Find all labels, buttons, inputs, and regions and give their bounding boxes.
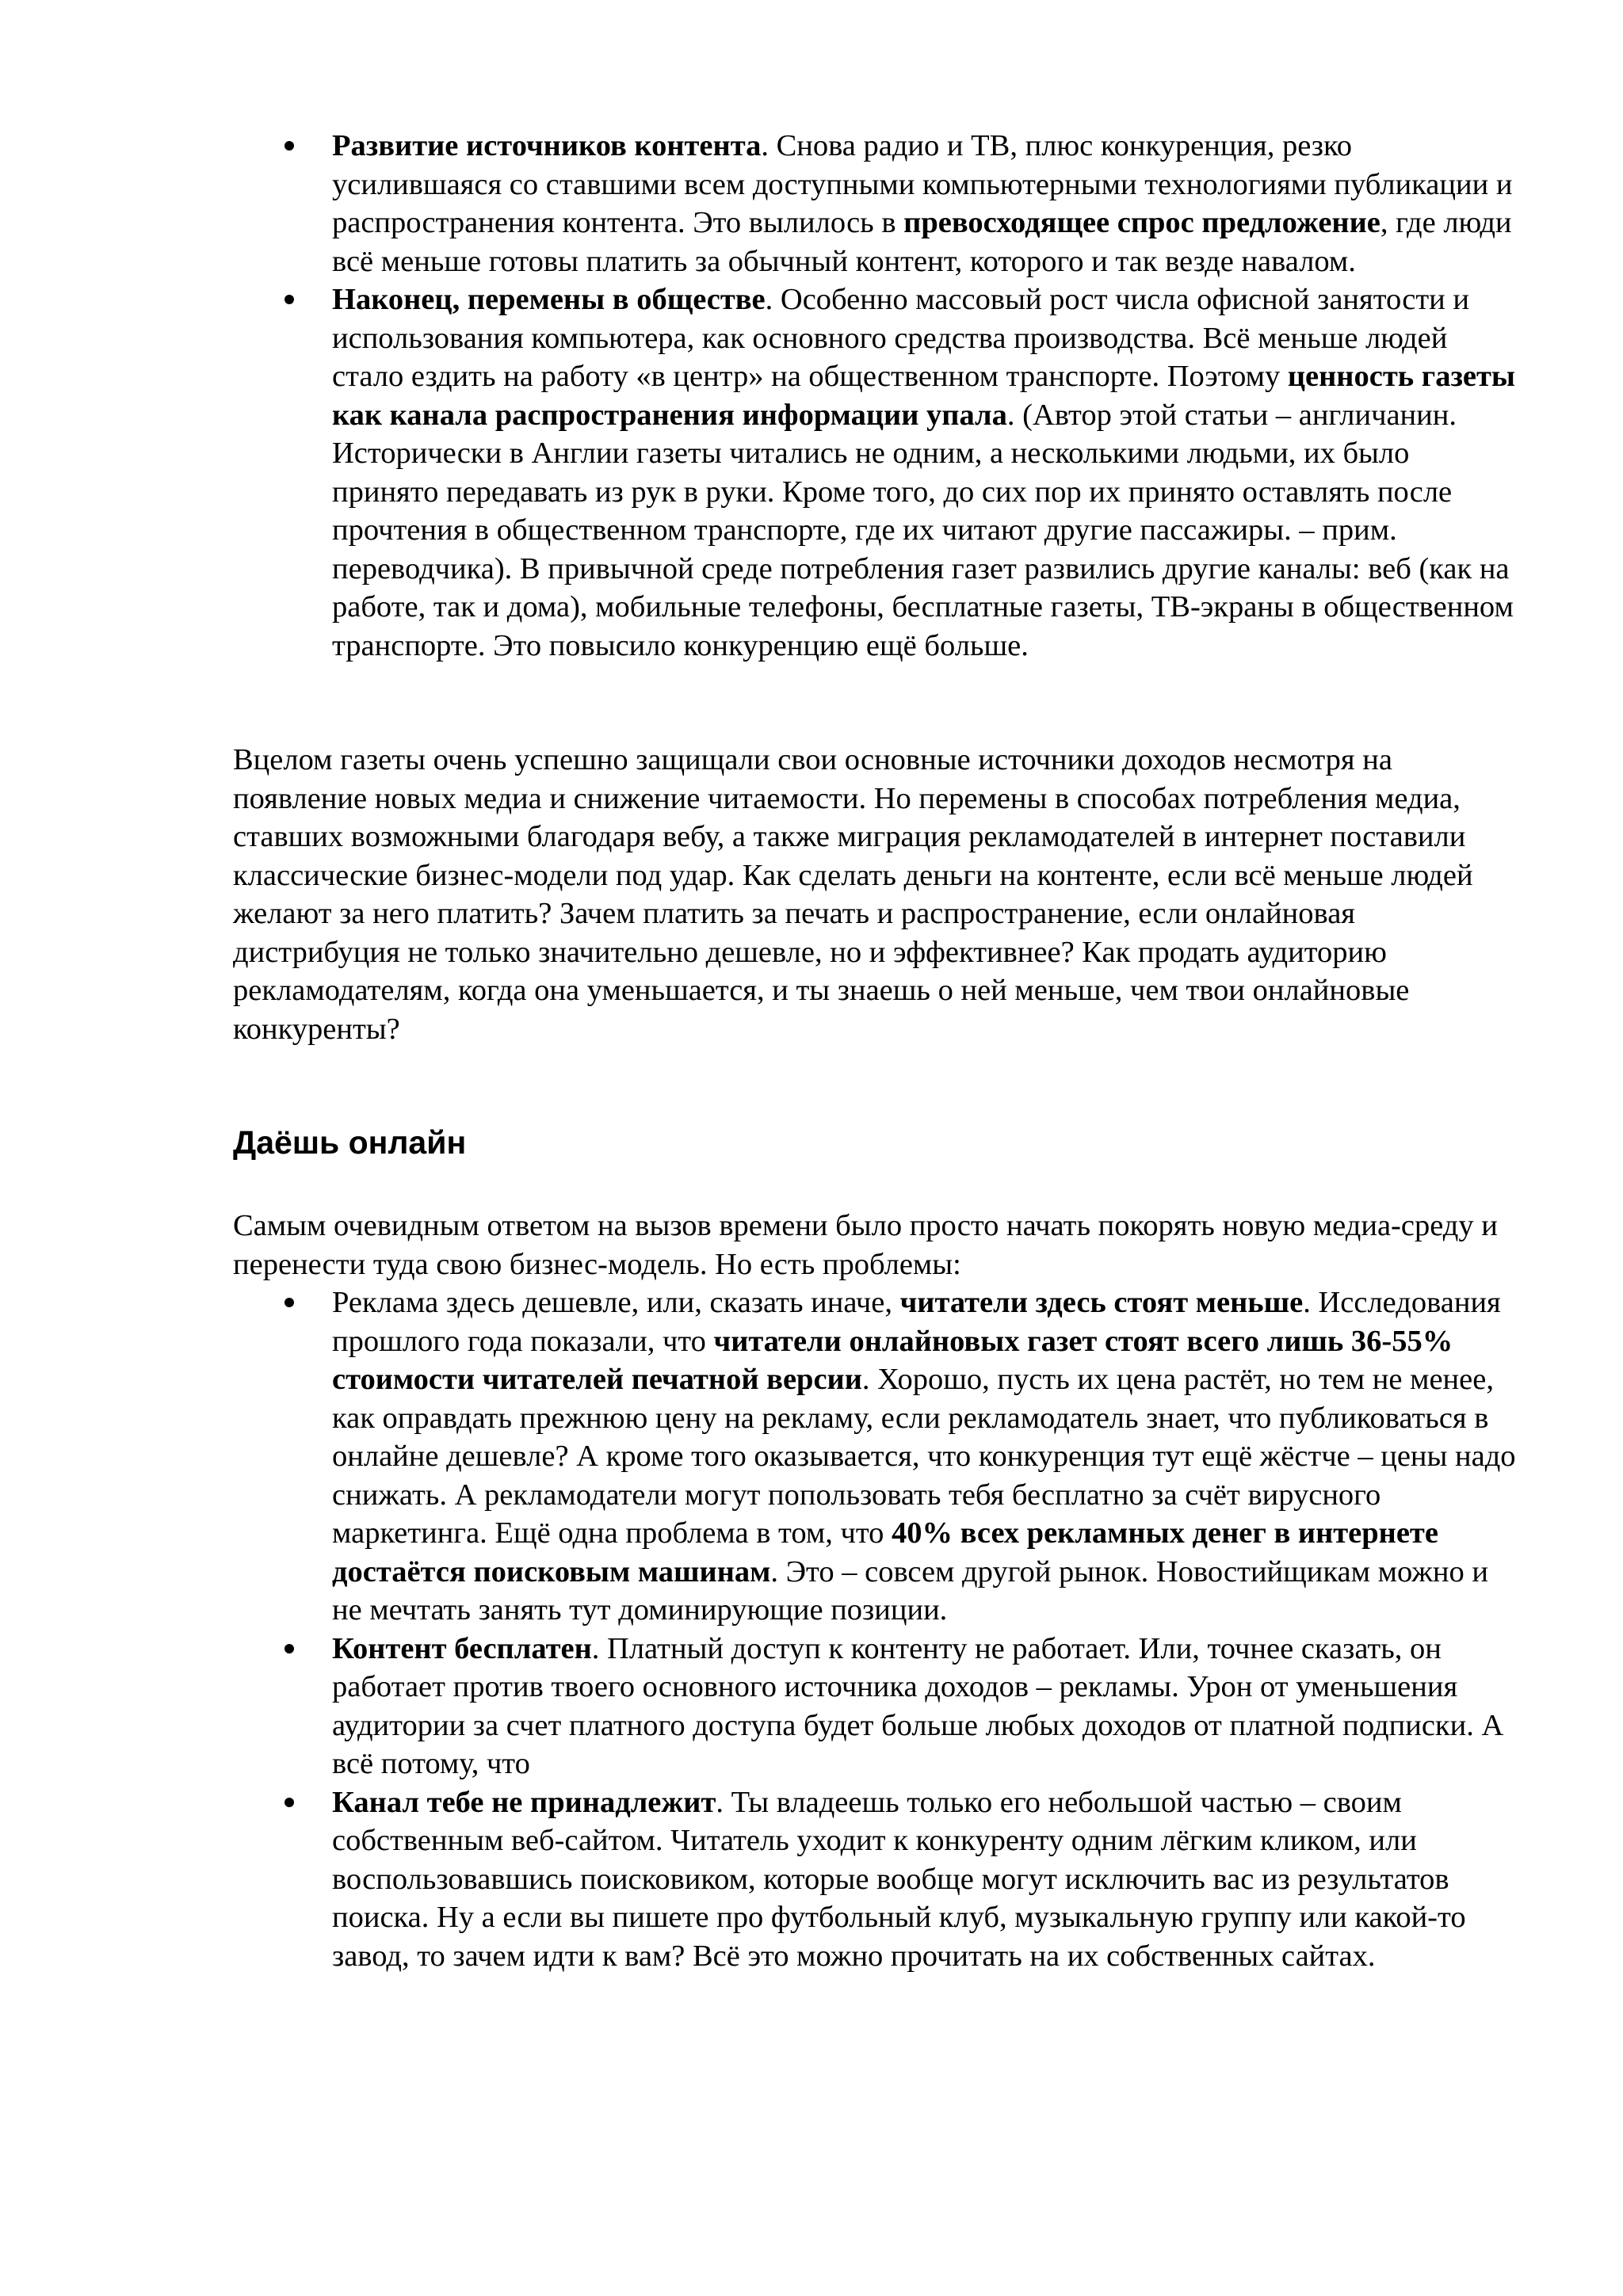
text-run: . (Автор этой статьи – англичанин. Исторически в Англии газеты читались не одним, а несколькими людьми, их было принято передавать из рук в руки. Кроме того, до сих пор их принято оставлять после прочтения в общественном транспорте, где их читают другие пассажиры. – прим. переводчика). В привычной среде потребления газет развились другие каналы: веб (как на работе, так и дома), мобильные телефоны, бесплатные газеты, ТВ-экраны в общественном транспорте. Это повысило конкуренцию ещё больше. bbox=[332, 398, 1514, 662]
bold-phrase: Канал тебе не принадлежит bbox=[332, 1785, 716, 1819]
list-item bbox=[332, 1630, 1517, 1783]
bold-phrase: Контент бесплатен bbox=[332, 1631, 592, 1665]
text-run: . Платный доступ к контенту не работает. Или, точнее сказать, он работает против твоего основного источника доходов – рекламы. Урон от уменьшения аудитории за счет платного доступа будет больше любых доходов от платной подписки. А всё потому, что bbox=[332, 1631, 1504, 1780]
list-item bbox=[332, 1783, 1517, 1976]
bullet-icon bbox=[285, 1298, 294, 1307]
text-run: , где люди всё меньше готовы платить за обычный контент, которого и так везде навалом. bbox=[332, 206, 1512, 278]
section-heading: Даёшь онлайн bbox=[233, 1124, 467, 1161]
bullet-icon bbox=[285, 1798, 294, 1807]
bold-phrase: 40% всех рекламных денег в интернете достаётся поисковым машинам bbox=[332, 1516, 1438, 1589]
bold-phrase: Развитие источников контента bbox=[332, 129, 762, 162]
bold-phrase: читатели здесь стоят меньше bbox=[899, 1286, 1304, 1319]
bold-phrase: Наконец, перемены в обществе bbox=[332, 283, 766, 316]
text-run: . Хорошо, пусть их цена растёт, но тем не менее, как оправдать прежнюю цену на рекламу, если рекламодатель знает, что публиковаться в онлайне дешевле? А кроме того оказывается, что конкуренция тут ещё жёстче – цены надо снижать. А рекламодатели могут попользовать тебя бесплатно за счёт вирусного маркетинга. Ещё одна проблема в том, что bbox=[332, 1363, 1516, 1550]
list-item bbox=[332, 280, 1517, 665]
text-run: . Особенно массовый рост числа офисной занятости и использования компьютера, как основного средства производства. Всё меньше людей стало ездить на работу «в центр» на общественном транспорте. Поэтому bbox=[332, 283, 1469, 393]
text-run: . Исследования прошлого года показали, что bbox=[332, 1286, 1501, 1358]
paragraph: Вцелом газеты очень успешно защищали свои основные источники доходов несмотря на появление новых медиа и снижение читаемости. Но перемены в способах потребления медиа, ставших возможными благодаря вебу, а также миграция рекламодателей в интернет поставили классические бизнес-модели под удар. Как сделать деньги на контенте, если всё меньше людей желают за него платить? Зачем платить за печать и распространение, если онлайновая дистрибуция не только значительно дешевле, но и эффективнее? Как продать аудиторию рекламодателям, когда она уменьшается, и ты знаешь о ней меньше, чем твои онлайновые конкуренты? bbox=[233, 743, 1473, 1046]
text-run: . Снова радио и ТВ, плюс конкуренция, резко усилившаяся со ставшими всем доступными компьютерными технологиями публикации и распространения контента. Это вылилось в bbox=[332, 129, 1513, 239]
bullet-icon bbox=[285, 295, 294, 304]
paragraph: Самым очевидным ответом на вызов времени было просто начать покорять новую медиа-среду и перенести туда свою бизнес-модель. Но есть проблемы: bbox=[233, 1209, 1498, 1281]
bullet-icon bbox=[285, 1644, 294, 1653]
text-run: . Ты владеешь только его небольшой частью – своим собственным веб-сайтом. Читатель уходит к конкуренту одним лёгким кликом, или воспользовавшись поисковиком, которые вообще могут исключить вас из результатов поиска. Ну а если вы пишете про футбольный клуб, музыкальную группу или какой-то завод, то зачем идти к вам? Всё это можно прочитать на их собственных сайтах. bbox=[332, 1785, 1466, 1973]
bold-phrase: превосходящее спрос предложение bbox=[903, 206, 1381, 239]
list-item bbox=[332, 127, 1517, 280]
document-body bbox=[233, 127, 1517, 1975]
bold-phrase: читатели онлайновых газет стоят всего лишь 36-55% стоимости читателей печатной версии bbox=[332, 1324, 1453, 1396]
bold-phrase: ценность газеты как канала распространения информации упала bbox=[332, 360, 1515, 432]
bullet-list-bottom bbox=[233, 1283, 1517, 1975]
text-run: Реклама здесь дешевле, или, сказать иначе, bbox=[332, 1286, 900, 1319]
list-item bbox=[332, 1283, 1517, 1630]
bullet-list-top bbox=[233, 127, 1517, 665]
text-run: . Это – совсем другой рынок. Новостийщикам можно и не мечтать занять тут доминирующие позиции. bbox=[332, 1554, 1488, 1627]
bullet-icon bbox=[285, 141, 294, 151]
